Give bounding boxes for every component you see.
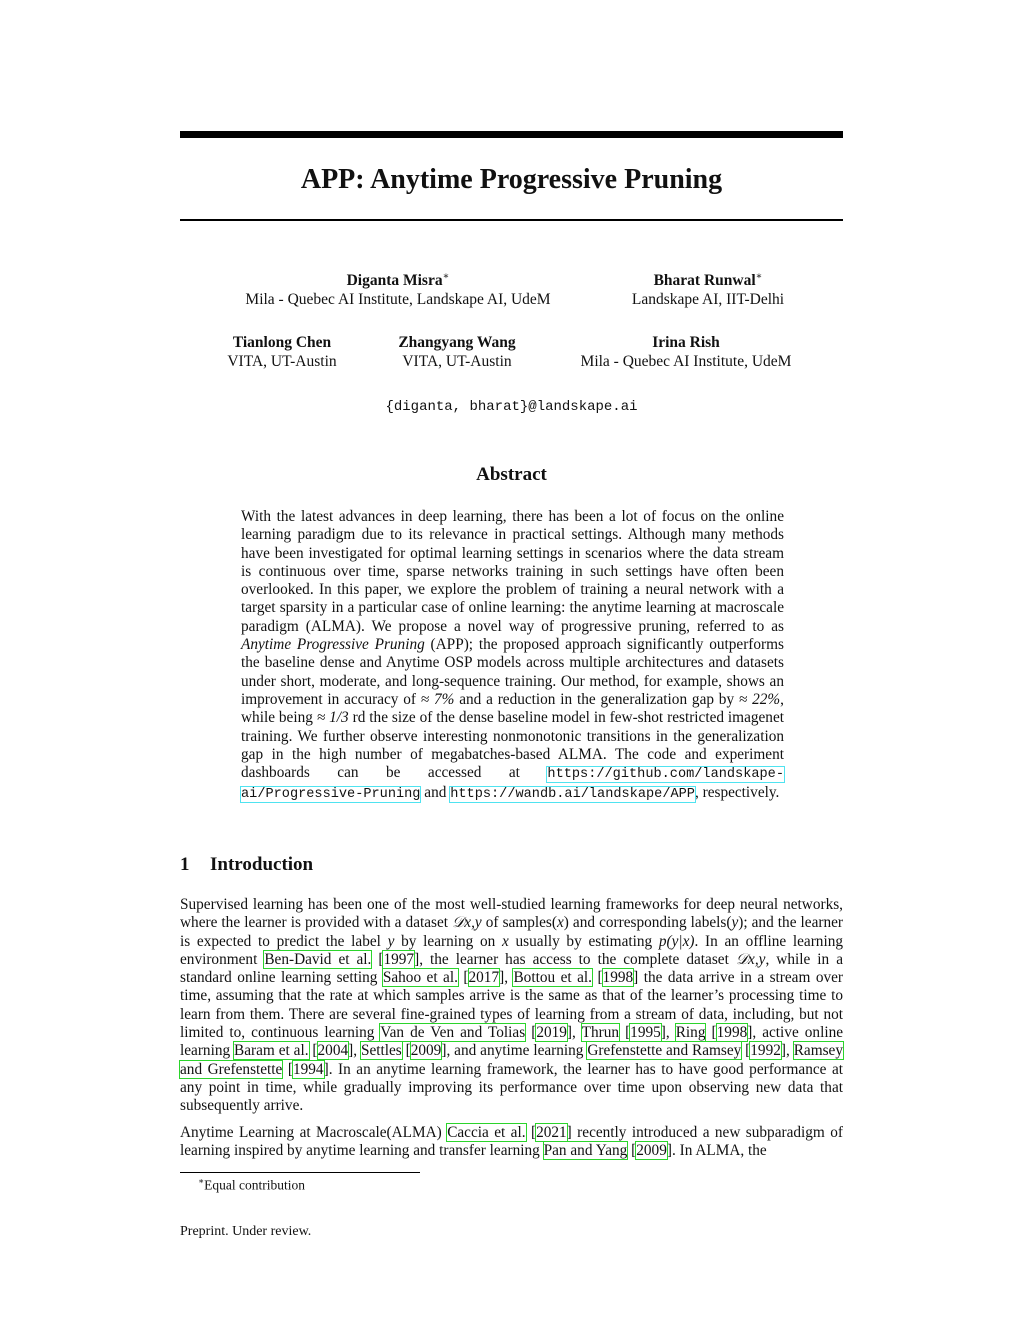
title-rule-top [180, 131, 843, 138]
citation-year-link[interactable]: 2009 [410, 1042, 442, 1060]
author-block-2 [608, 267, 808, 309]
author-name: Bharat Runwal [653, 272, 756, 290]
text-run: . In an offline learning environment [180, 932, 843, 968]
abstract-text-part: With the latest advances in deep learning, there has been a lot of focus on the online learning paradigm due to its relevance in practical settings. Although many methods have been investigated for optimal learning settings in scenarios where the data stream is continuous over time, sparse networks training in such settings have often been overlooked. In this paper, we explore the problem of training a neural network with a target sparsity in a particular case of online learning: the anytime learning at macroscale paradigm (ALMA). We propose a novel way of progressive pruning, referred to as [241, 508, 784, 635]
citation-link[interactable]: Bottou et al. [513, 969, 592, 987]
citation-year-link[interactable]: 2004 [317, 1042, 349, 1060]
abstract-text-part: rd the size of the dense baseline model in few-shot restricted imagenet training. We further observe interesting nonmonotonic transitions in the generalization gap in the high number of megabatches-based ALMA. The code and experiment dashboards can be accessed at [241, 709, 784, 782]
citation-year-link[interactable]: 1998 [716, 1024, 748, 1042]
citation-year-link[interactable]: 1992 [750, 1042, 781, 1060]
abstract-text [241, 508, 784, 805]
footnote-mark: ∗ [198, 1176, 205, 1186]
citation-year-link[interactable]: 2009 [636, 1142, 667, 1160]
author-block-3 [212, 333, 352, 371]
author-emails: {diganta, bharat}@landskape.ai [385, 399, 638, 415]
author-affiliation: Landskape AI, IIT-Delhi [631, 291, 785, 309]
author-block-1 [233, 267, 563, 309]
abstract-text-part: , respectively. [694, 784, 780, 802]
citation-link[interactable]: Baram et al. [234, 1042, 309, 1060]
section-heading [180, 854, 313, 876]
intro-paragraph-1: Supervised learning has been one of the most well-studied learning frameworks for deep neural networks, where the learner is provided with a dataset 𝒟x,y of samples(x) and corresponding labels(y); and the learner is expected to predict the label y by learning on x usually by estimating p(y|x). In an offline learning environment Ben-David et al. [1997], the learner has access to the complete dataset 𝒟x,y, while in a standard online learning setting Sahoo et al. [2017], Bottou et al. [1998] the data arrive in a stream over time, assuming that the rate at which samples arrive is the same as that of the learner’s processing time to learn from them. There are several fine-grained types of learning from a stream of data, including, but not limited to, continuous learning Van de Ven and Tolias [2019], Thrun [1995], Ring [1998], active online learning Baram et al. [2004], Settles [2009], and anytime learning Grefenstette and Ramsey [1992], Ramsey and Grefenstette [1994]. In an anytime learning framework, the learner has to have good performance at any point in time, while gradually improving its performance over time upon observing new data that subsequently arrive. [180, 896, 844, 1115]
abstract-text-part: (APP); the proposed approach significantly outperforms the baseline dense and Anytime OSP models across multiple architectures and datasets under short, moderate, and long-sequence training. Our method, for example, shows an improvement in accuracy of [241, 636, 784, 708]
author-name: Zhangyang Wang [398, 334, 516, 351]
text-run: Anytime Learning at Macroscale(ALMA) [180, 1124, 448, 1141]
citation-link[interactable]: Ramsey and Grefenstette [180, 1042, 843, 1078]
text-run: , the learner has access to the complete dataset [419, 950, 736, 968]
text-run: ); and the learner is expected to predict the label [180, 914, 844, 950]
github-link[interactable]: https://github.com/landskape-ai/Progressive-Pruning [241, 767, 784, 803]
abstract-text-part: , while being [241, 690, 784, 727]
citation-link[interactable]: Ring [675, 1024, 706, 1042]
text-run: by learning on [394, 932, 503, 950]
citation-link[interactable]: Settles [360, 1042, 402, 1060]
accuracy-value: ≈ 7% [420, 690, 455, 708]
citation-year-link[interactable]: 1998 [602, 969, 634, 987]
text-run: recently introduced a new subparadigm of learning inspired by anytime learning and transfer learning [180, 1124, 843, 1160]
text-run: usually by estimating [508, 932, 659, 950]
citation-year-link[interactable]: 2019 [536, 1024, 567, 1042]
math-y: y [731, 914, 739, 932]
text-run: of samples( [481, 914, 557, 932]
footnote [198, 1176, 305, 1194]
abstract-heading: Abstract [476, 464, 547, 485]
citation-link[interactable]: Grefenstette and Ramsey [587, 1042, 742, 1060]
intro-paragraph-2: Anytime Learning at Macroscale(ALMA) Caccia et al. [2021] recently introduced a new subparadigm of learning inspired by anytime learning and transfer learning Pan and Yang [2009]. In ALMA, the [180, 1124, 843, 1160]
abstract-text-part: and [424, 784, 451, 802]
size-value: ≈ 1/3 [316, 709, 349, 727]
math-dataset: 𝒟x,y [735, 950, 766, 968]
text-run: . In ALMA, the [671, 1142, 767, 1160]
citation-link[interactable]: Thrun [581, 1024, 620, 1042]
paper-title: APP: Anytime Progressive Pruning [300, 164, 723, 195]
section-title: Introduction [210, 854, 314, 875]
text-run: the data arrive in a stream over time, assuming that the rate at which samples arrive is the same as that of the learner’s processing time to learn from them. There are several fine-grained types of learning from a stream of data, including, but not limited to, continuous learning [180, 969, 844, 1042]
equal-contribution-mark: ∗ [755, 271, 763, 282]
equal-contribution-mark: ∗ [442, 271, 450, 282]
citation-link[interactable]: Van de Ven and Tolias [380, 1024, 526, 1042]
math-x: x [502, 932, 509, 950]
text-run: , and anytime learning [446, 1042, 588, 1060]
section-number: 1 [180, 854, 190, 875]
citation-year-link[interactable]: 2017 [468, 969, 500, 987]
author-affiliation: VITA, UT-Austin [402, 353, 512, 370]
author-block-5 [566, 333, 806, 371]
abstract-text-part: and a reduction in the generalization gap by [454, 690, 739, 708]
wandb-link[interactable]: https://wandb.ai/landskape/APP [450, 787, 695, 803]
gap-value: ≈ 22% [738, 690, 781, 708]
author-affiliation: Mila - Quebec AI Institute, UdeM [580, 353, 792, 370]
citation-link[interactable]: Sahoo et al. [382, 969, 458, 987]
title-rule-bottom [180, 219, 843, 221]
text-run: , active online learning [180, 1024, 844, 1060]
author-name: Tianlong Chen [232, 334, 332, 351]
author-name: Diganta Misra [346, 272, 443, 290]
math-y: y [387, 932, 395, 950]
footnote-rule [180, 1172, 420, 1173]
citation-link[interactable]: Ben-David et al. [264, 950, 372, 968]
math-dataset: 𝒟x,y [452, 914, 482, 932]
citation-year-link[interactable]: 1997 [383, 950, 415, 968]
citation-year-link[interactable]: 1994 [292, 1060, 324, 1078]
citation-year-link[interactable]: 2021 [536, 1124, 567, 1141]
preprint-status: Preprint. Under review. [180, 1224, 312, 1239]
author-affiliation: VITA, UT-Austin [227, 353, 337, 370]
text-run: , while in a standard online learning setting [180, 950, 843, 987]
author-name: Irina Rish [652, 334, 720, 351]
text-run: Supervised learning has been one of the most well-studied learning frameworks for deep neural networks, where the learner is provided with a dataset [180, 896, 843, 932]
text-run: ) and corresponding labels( [563, 914, 732, 932]
math-probability: p(y|x) [658, 932, 695, 950]
citation-link[interactable]: Pan and Yang [543, 1142, 628, 1160]
math-x: x [556, 914, 564, 932]
citation-link[interactable]: Caccia et al. [447, 1124, 526, 1141]
citation-year-link[interactable]: 1995 [630, 1024, 661, 1042]
author-affiliation: Mila - Quebec AI Institute, Landskape AI, UdeM [245, 291, 551, 309]
footnote-text: Equal contribution [204, 1177, 305, 1193]
author-block-4 [387, 333, 527, 371]
method-name: Anytime Progressive Pruning [241, 636, 425, 654]
text-run: . In an anytime learning framework, the learner has to have good performance at any point in time, while gradually improving its performance over time upon observing new data that subsequently arrive. [180, 1060, 844, 1115]
